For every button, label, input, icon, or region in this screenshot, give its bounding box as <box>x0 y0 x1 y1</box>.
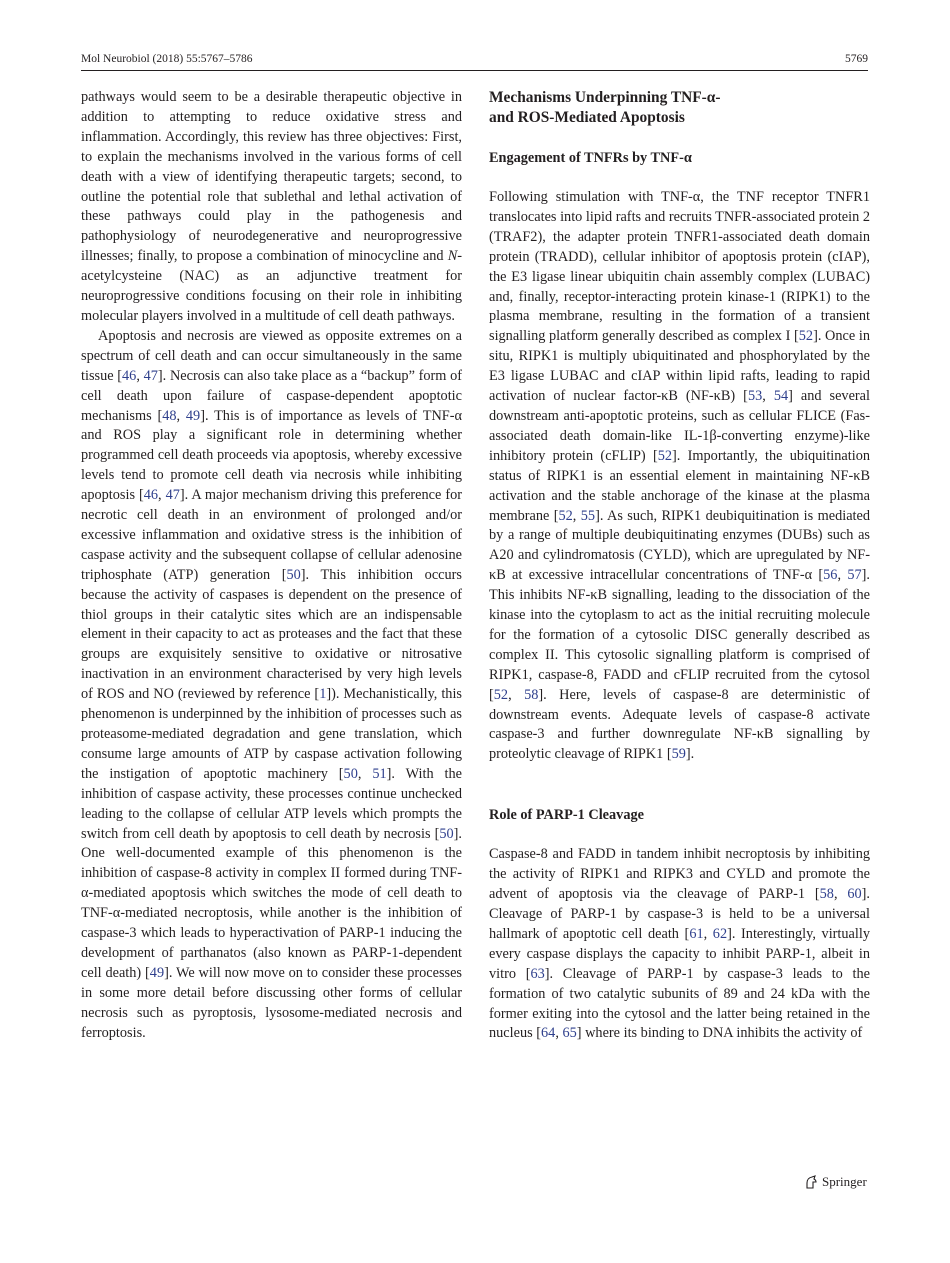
citation-link[interactable]: 63 <box>530 965 545 982</box>
citation-link[interactable]: 50 <box>343 765 358 782</box>
citation-link[interactable]: 47 <box>165 487 180 504</box>
citation-link[interactable]: 49 <box>149 964 165 981</box>
citation-link[interactable]: 54 <box>773 388 789 405</box>
citation-link[interactable]: 55 <box>580 507 596 524</box>
citation-link[interactable]: 48 <box>162 407 177 424</box>
paragraph-parp1-cleavage: Caspase-8 and FADD in tandem inhibit necroptosis by inhibiting the activity of RIPK1 and RIPK3 and CYLD and promote the advent of apoptosis via the cleavage of PARP-1 [58, 60]. Cleavage of PARP-1 by caspase-3 is held to be a universal hallmark of apoptotic cell death [61, 62]. Interestingly, virtually every caspase displays the capacity to inhibit PARP-1, albeit in vitro [63]. Cleavage of PARP-1 by caspase-3 leads to the formation of two catalytic subunits of 89 and 24 kDa with the former exiting into the cytosol and the latter being retained in the nucleus [64, 65] where its binding to DNA inhibits the activity of <box>489 846 870 1042</box>
citation-link[interactable]: 49 <box>185 407 201 424</box>
citation-link[interactable]: 62 <box>712 925 728 942</box>
header-rule <box>81 70 868 71</box>
citation-link[interactable]: 60 <box>847 886 862 903</box>
page-number: 5769 <box>845 53 868 65</box>
paragraph-objectives: pathways would seem to be a desirable therapeutic objective in addition to attempting to reduce oxidative stress and inflammation. Accordingly, this review has three objectives: First, to explain the mechanisms involved in the various forms of cell death with a view of identifying therapeutic targets; second, to outline the potential role that sublethal and lethal activation of these pathways could play in the pathogenesis and pathophysiology of neurodegenerative and neuroprogressive illnesses; finally, to propose a combination of minocycline and N-acetylcysteine (NAC) as an adjunctive treatment for neuroprogressive conditions focusing on their role in inhibiting molecular players involved in a multitude of cell death pathways. <box>81 89 462 324</box>
citation-link[interactable]: 58 <box>524 686 539 703</box>
citation-link[interactable]: 61 <box>689 925 704 942</box>
citation-link[interactable]: 51 <box>372 765 387 782</box>
citation-link[interactable]: 52 <box>798 328 814 345</box>
citation-link[interactable]: 65 <box>562 1025 577 1042</box>
springer-horse-icon <box>804 1175 818 1189</box>
right-column <box>489 88 870 1044</box>
section-heading: Mechanisms Underpinning TNF-α- and ROS-Mediated Apoptosis <box>489 89 721 126</box>
paragraph-apoptosis-necrosis: Apoptosis and necrosis are viewed as opposite extremes on a spectrum of cell death and can occur simultaneously in the same tissue [46, 47]. Necrosis can also take place as a “backup” form of cell death upon failure of caspase-dependent apoptotic mechanisms [48, 49]. This is of importance as levels of TNF-α and ROS play a significant role in determining whether programmed cell death proceeds via apoptosis, whereby excessive levels tend to promote cell death via necrosis while inhibiting apoptosis [46, 47]. A major mechanism driving this preference for necrotic cell death in an environment of prolonged and/or excessive inflammation and oxidative stress is the inhibition of caspase activity and the subsequent collapse of cellular adenosine triphosphate (ATP) generation [50]. This inhibition occurs because the activity of caspases is dependent on the presence of thiol groups in their catalytic sites which are an indispensable element in their capacity to act as proteases and the fact that these groups are exquisitely sensitive to oxidative or nitrosative inactivation in an environment characterised by very high levels of ROS and NO (reviewed by reference [1]). Mechanistically, this phenomenon is underpinned by the inhibition of processes such as proteasome-mediated degradation and gene translation, which consume large amounts of ATP by caspase activation following the instigation of apoptotic machinery [50, 51]. With the inhibition of caspase activity, these processes continue unchecked leading to the collapse of cellular ATP levels which prompts the switch from cell death by apoptosis to cell death by necrosis [50]. One well-documented example of this phenomenon is the inhibition of caspase-8 activity in complex II formed during TNF-α-mediated apoptosis which switches the mode of cell death to TNF-α-mediated necroptosis, while another is the inhibition of caspase-3 which leads to hyperactivation of PARP-1 inducing the development of parthanatos (also known as PARP-1-dependent cell death) [49]. We will now move on to consider these processes in some more detail before discussing other forms of cellular necrosis such as pyroptosis, lysosome-mediated necrosis and ferroptosis. <box>81 327 463 1041</box>
subsection-heading-parp1: Role of PARP-1 Cleavage <box>489 807 644 824</box>
citation-link[interactable]: 53 <box>747 388 763 405</box>
citation-link[interactable]: 46 <box>143 487 159 504</box>
citation-link[interactable]: 64 <box>541 1025 556 1042</box>
subsection-heading-tnfr: Engagement of TNFRs by TNF-α <box>489 150 692 166</box>
citation-link[interactable]: 46 <box>122 367 137 384</box>
citation-link[interactable]: 59 <box>671 746 686 763</box>
citation-link[interactable]: 50 <box>439 825 454 842</box>
citation-link[interactable]: 57 <box>847 567 862 584</box>
citation-link[interactable]: 1 <box>319 686 327 703</box>
citation-link[interactable]: 52 <box>657 447 673 464</box>
springer-logo <box>804 1172 874 1192</box>
publisher-name: Springer <box>822 1174 867 1189</box>
citation-link[interactable]: 50 <box>286 566 301 583</box>
citation-link[interactable]: 52 <box>493 686 509 703</box>
citation-link[interactable]: 56 <box>823 567 838 584</box>
citation-link[interactable]: 52 <box>558 507 573 524</box>
paragraph-tnfr-engagement: Following stimulation with TNF-α, the TNF receptor TNFR1 translocates into lipid rafts and recruits TNFR-associated protein 2 (TRAF2), the adapter protein TNFR1-associated death domain protein (TRADD), cellular inhibitor of apoptosis protein (cIAP), the E3 ligase linear ubiquitin chain assembly complex (LUBAC) and, finally, receptor-interacting protein kinase-1 (RIPK1) to the plasma membrane, resulting in the formation of a transient signalling platform generally described as complex I [52]. Once in situ, RIPK1 is multiply ubiquitinated and phosphorylated by the E3 ligase LUBAC and cIAP within lipid rafts, leading to rapid activation of nuclear factor-κB (NF-κB) [53, 54] and several downstream anti-apoptotic proteins, such as cellular FLICE (Fas-associated death domain-like IL-1β-converting enzyme)-like inhibitory protein (cFLIP) [52]. Importantly, the ubiquitination status of RIPK1 is an essential element in maintaining NF-κB activation and the stable anchorage of the kinase at the plasma membrane [52, 55]. As such, RIPK1 deubiquitination is mediated by a range of multiple deubiquitinating enzymes (DUBs) such as A20 and cylindromatosis (CYLD), which are upregulated by NF-κB at excessive intracellular concentrations of TNF-α [56, 57]. This inhibits NF-κB signalling, leading to the dissociation of the kinase into the cytoplasm to act as the initial recruiting molecule for the formation of a cytosolic DISC generally described as complex II. This cytosolic signalling platform is comprised of RIPK1, caspase-8, FADD and cFLIP recruited from the cytosol [52, 58]. Here, levels of caspase-8 are deterministic of downstream events. Adequate levels of caspase-8 activate caspase-3 and further downregulate NF-κB signalling by proteolytic cleavage of RIPK1 [59]. <box>489 189 871 763</box>
journal-citation: Mol Neurobiol (2018) 55:5767–5786 <box>81 53 253 65</box>
citation-link[interactable]: 58 <box>819 886 834 903</box>
citation-link[interactable]: 47 <box>143 367 158 384</box>
left-column <box>81 88 462 1044</box>
running-header <box>81 52 868 70</box>
